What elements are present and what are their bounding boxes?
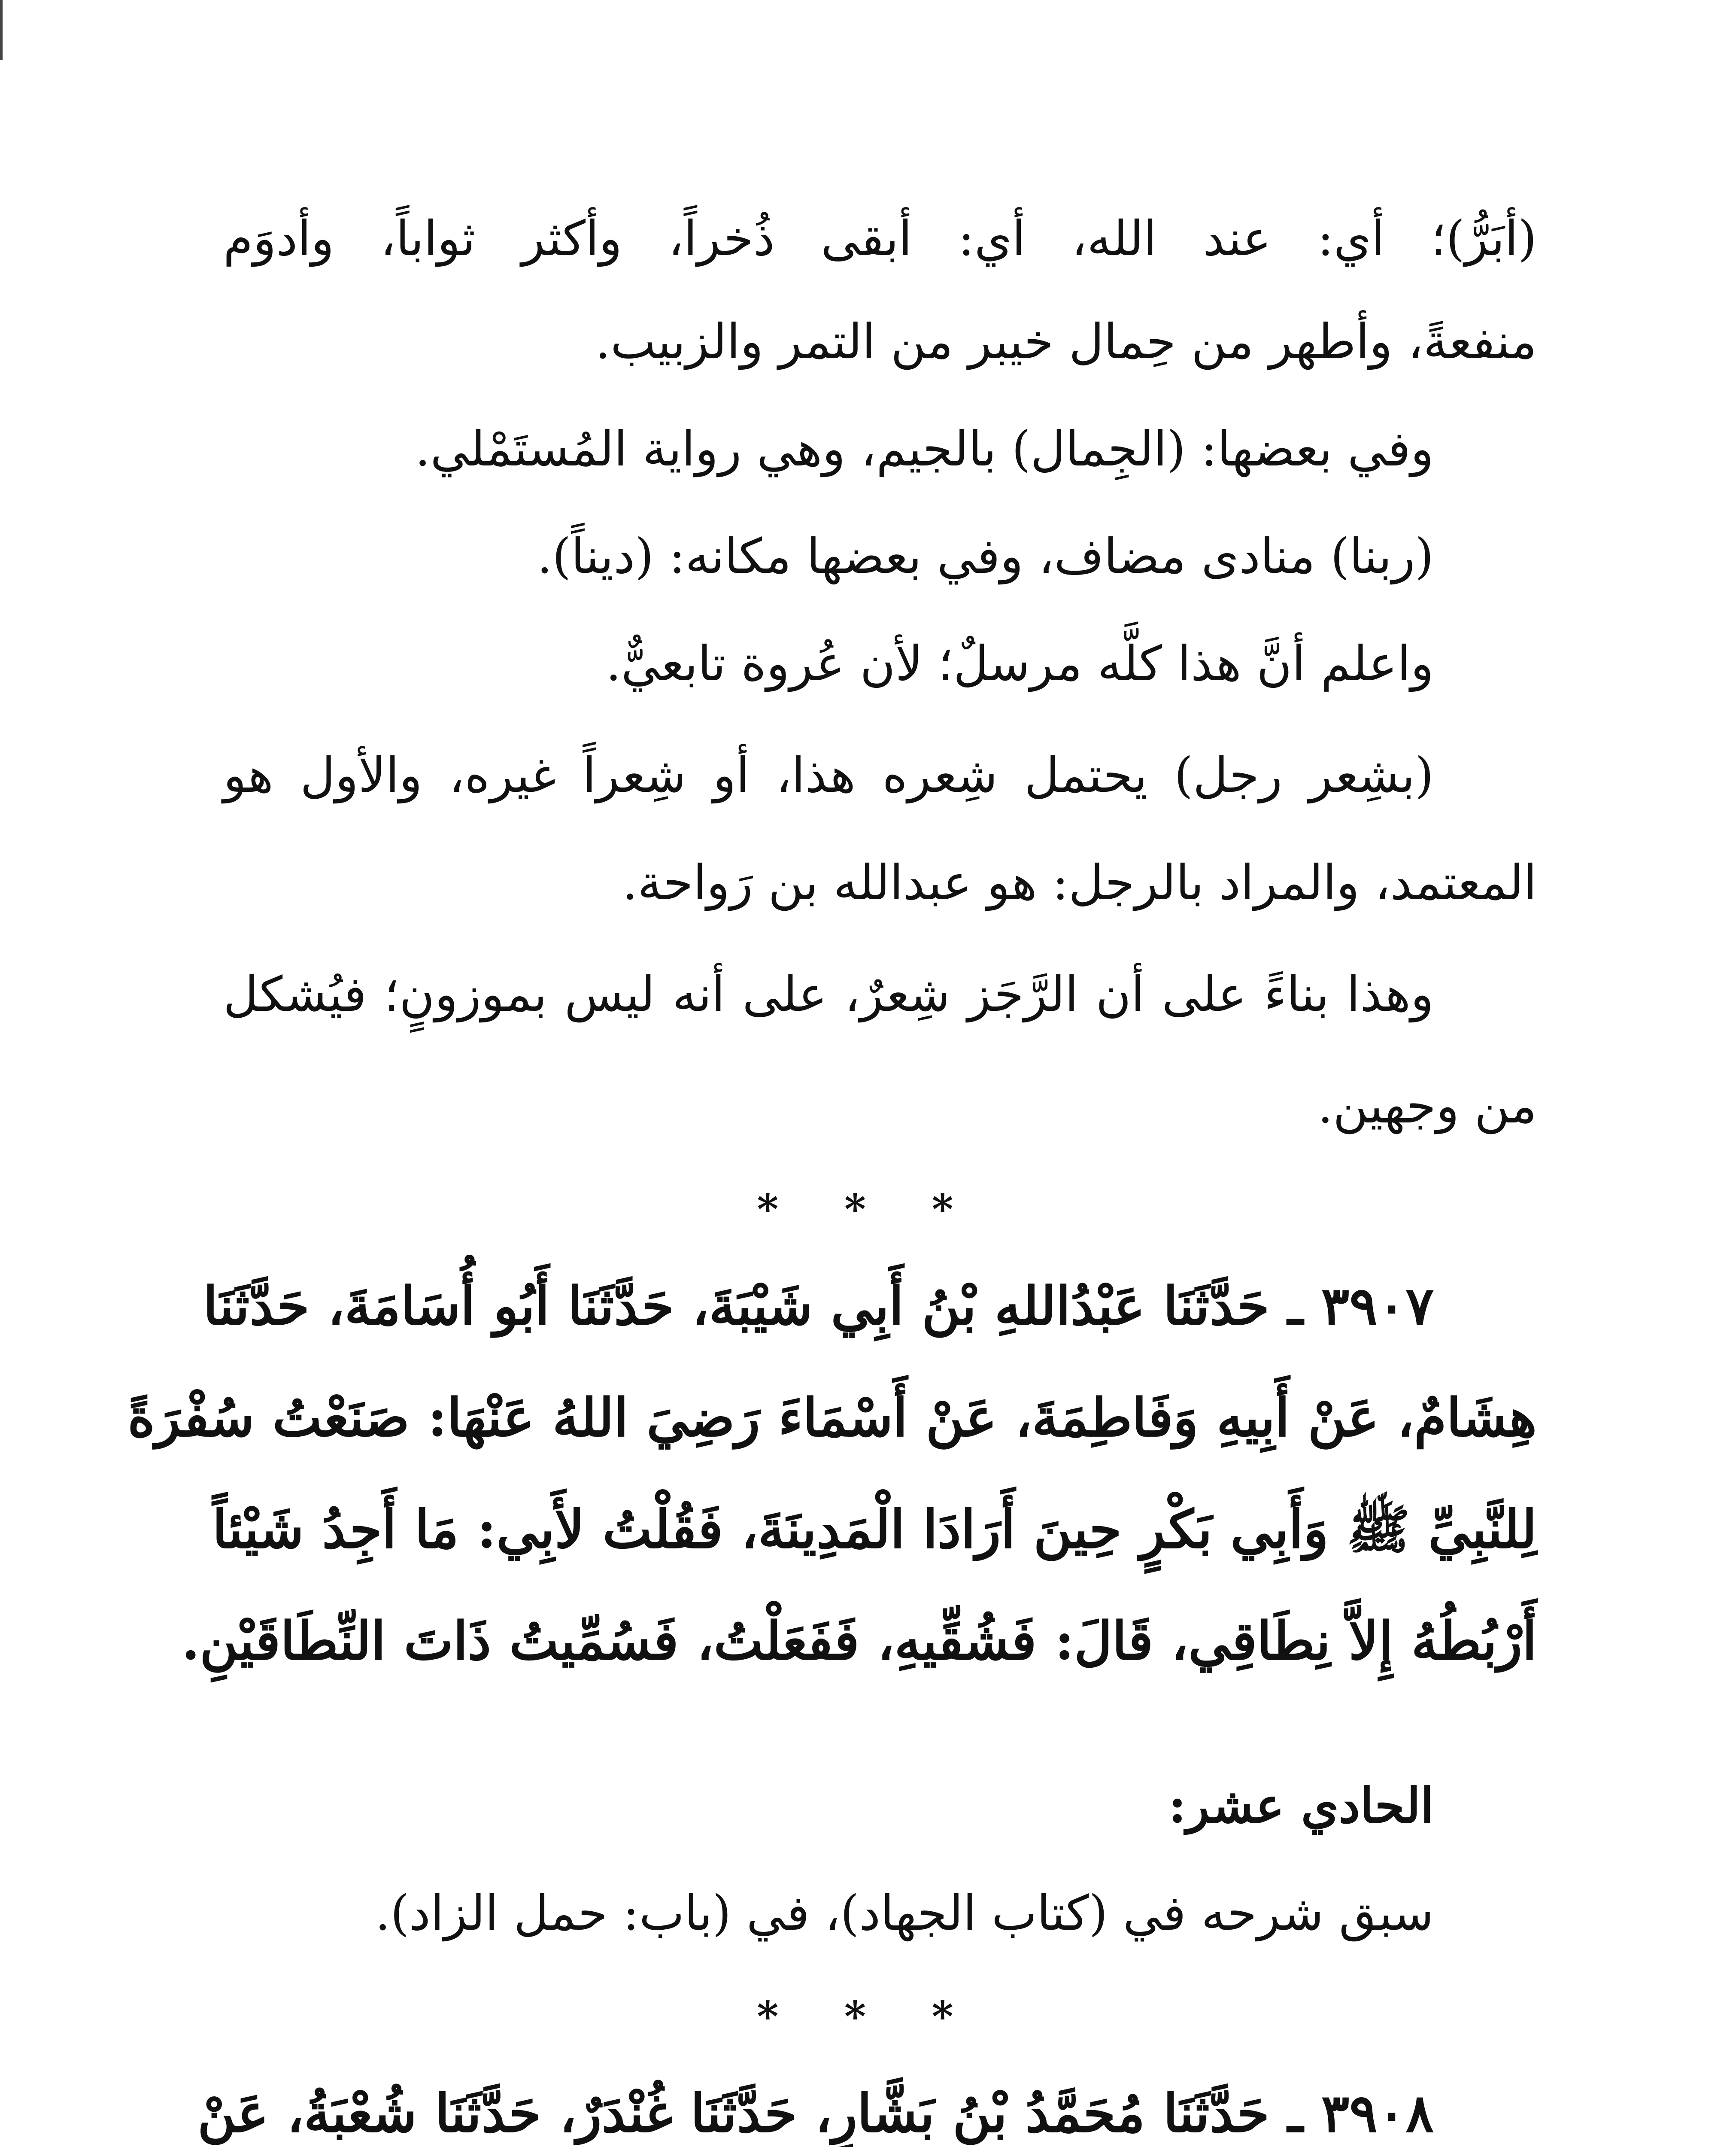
section-separator: * * * [757, 1185, 979, 1234]
scan-edge-mark [0, 0, 3, 60]
commentary-line: وفي بعضها: (الجِمال) بالجيم، وهي رواية المُستَمْلي. [415, 421, 1434, 477]
hadith-3907-line: ٣٩٠٧ ـ حَدَّثَنَا عَبْدُاللهِ بْنُ أَبِي شَيْبَةَ، حَدَّثَنَا أَبُو أُسَامَةَ، حَدَّثَنَا [203, 1275, 1434, 1337]
commentary-line: وهذا بناءً على أن الرَّجَز شِعرٌ، على أنه ليس بموزونٍ؛ فيُشكل [223, 967, 1434, 1022]
hadith-3908-line: ٣٩٠٨ ـ حَدَّثَنَا مُحَمَّدُ بْنُ بَشَّارٍ، حَدَّثَنَا غُنْدَرٌ، حَدَّثَنَا شُعْبَةُ، عَنْ [197, 2082, 1434, 2144]
commentary-line: (أبَرُّ)؛ أي: عند الله، أي: أبقى ذُخراً، وأكثر ثواباً، وأدوَم [223, 211, 1537, 267]
section-heading: الحادي عشر: [1168, 1778, 1434, 1834]
commentary-line: منفعةً، وأطهر من حِمال خيبر من التمر والزبيب. [595, 314, 1537, 370]
commentary-line: واعلم أنَّ هذا كلَّه مرسلٌ؛ لأن عُروة تابعيٌّ. [606, 636, 1434, 692]
section-separator: * * * [757, 1992, 979, 2041]
commentary-line: (ربنا) منادى مضاف، وفي بعضها مكانه: (ديناً). [537, 529, 1434, 584]
hadith-3907-line: لِلنَّبِيِّ ﷺ وَأَبِي بَكْرٍ حِينَ أَرَادَا الْمَدِينَةَ، فَقُلْتُ لأَبِي: مَا أَجِدُ شَيْئاً [212, 1498, 1537, 1560]
hadith-3907-line: أَرْبُطُهُ إِلاَّ نِطَاقِي، قَالَ: فَشُقِّيهِ، فَفَعَلْتُ، فَسُمِّيتُ ذَاتَ النِّطَاقَيْنِ. [181, 1610, 1537, 1672]
commentary-line: المعتمد، والمراد بالرجل: هو عبدالله بن رَواحة. [622, 855, 1537, 911]
section-text: سبق شرحه في (كتاب الجهاد)، في (باب: حمل الزاد). [375, 1885, 1434, 1941]
hadith-3907-line: هِشَامٌ، عَنْ أَبِيهِ وَفَاطِمَةَ، عَنْ أَسْمَاءَ رَضِيَ اللهُ عَنْهَا: صَنَعْتُ سُفْرَةً [127, 1387, 1537, 1448]
commentary-line: من وجهين. [1317, 1078, 1537, 1134]
commentary-line: (بشِعر رجل) يحتمل شِعره هذا، أو شِعراً غيره، والأول هو [223, 748, 1434, 803]
